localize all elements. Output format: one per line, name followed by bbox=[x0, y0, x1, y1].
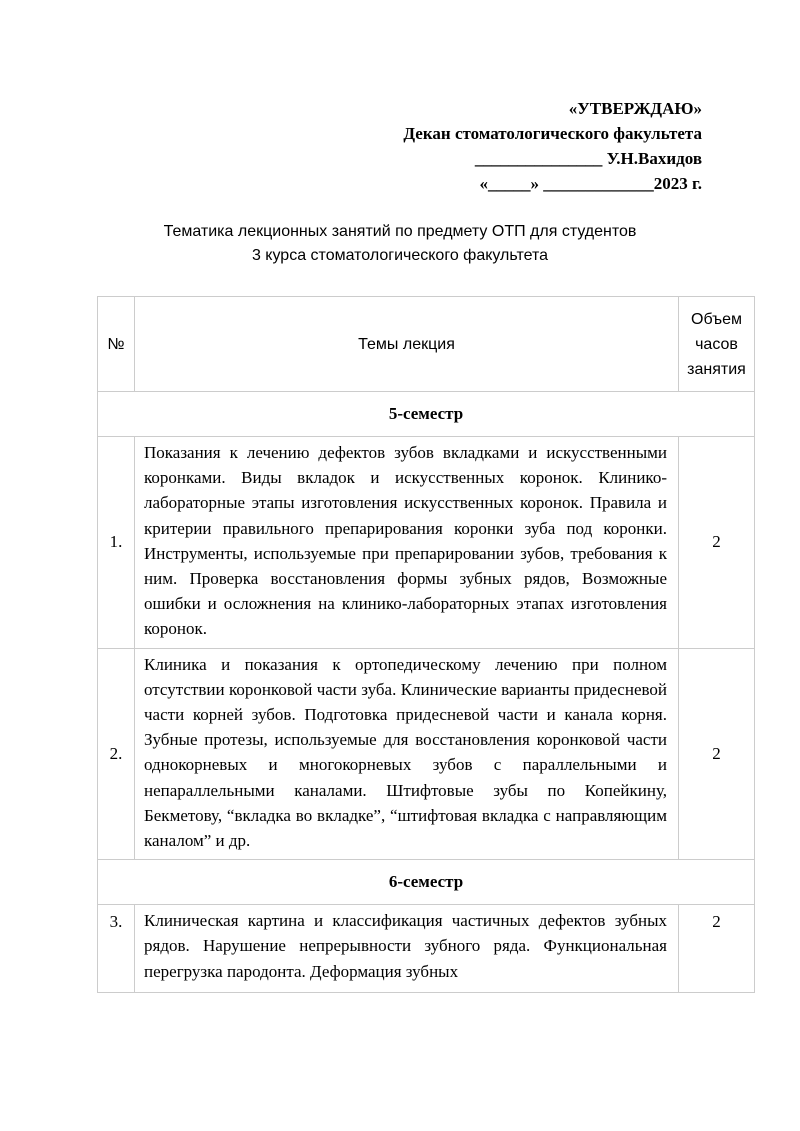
header-number: № bbox=[98, 297, 135, 392]
row-number: 2. bbox=[98, 648, 135, 860]
semester-6-label: 6-семестр bbox=[98, 860, 755, 905]
semester-5-label: 5-семестр bbox=[98, 392, 755, 437]
row-topic: Клиническая картина и классификация частичных дефектов зубных рядов. Нарушение непрерывности зубного ряда. Функциональная перегрузка пародонта. Деформация зубных bbox=[144, 911, 667, 981]
semester-row bbox=[98, 860, 755, 905]
document-title-line-1: Тематика лекционных занятий по предмету ОТП для студентов bbox=[163, 223, 637, 240]
row-topic: Показания к лечению дефектов зубов вкладками и искусственными коронками. Виды вкладок и искусственных коронок. Клинико-лабораторные этапы изготовления искусственных коронок. Правила и критерии правильного препарирования коронки зуба под коронки. Инструменты, используемые при препарировании зубов, требования к ним. Проверка восстановления формы зубных рядов, Возможные ошибки и осложнения на клинико-лабораторных этапах изготовления коронок. bbox=[135, 437, 679, 649]
row-number: 1. bbox=[98, 437, 135, 649]
row-hours: 2 bbox=[679, 905, 755, 993]
approval-title: «УТВЕРЖДАЮ» bbox=[568, 99, 702, 118]
table-row bbox=[98, 648, 755, 860]
table-row bbox=[98, 905, 755, 993]
row-hours: 2 bbox=[679, 437, 755, 649]
row-topic-cell bbox=[135, 905, 679, 993]
header-hours: Объем часов занятия bbox=[679, 297, 755, 392]
row-hours: 2 bbox=[679, 648, 755, 860]
document-title bbox=[0, 220, 800, 268]
approval-block bbox=[403, 96, 702, 196]
lecture-topics-table bbox=[97, 296, 755, 993]
row-topic: Клиника и показания к ортопедическому лечению при полном отсутствии коронковой части зуба. Клинические варианты придесневой части корней зубов. Подготовка придесневой части и канала корня. Зубные протезы, используемые для восстановления коронковой части однокорневых и многокорневых зубов с параллельными и непараллельными каналами. Штифтовые зубы по Копейкину, Бекметову, “вкладка во вкладке”, “штифтовая вкладка с направляющим каналом” и др. bbox=[135, 648, 679, 860]
document-title-line-2: 3 курса стоматологического факультета bbox=[251, 247, 549, 264]
header-topic: Темы лекция bbox=[135, 297, 679, 392]
approval-date-line: «_____» _____________2023 г. bbox=[479, 174, 702, 193]
approval-position: Декан стоматологического факультета bbox=[403, 124, 702, 143]
approval-signature-line: _______________ У.Н.Вахидов bbox=[474, 149, 702, 168]
table-row bbox=[98, 437, 755, 649]
semester-row bbox=[98, 392, 755, 437]
row-number: 3. bbox=[98, 905, 135, 993]
table-header-row bbox=[98, 297, 755, 392]
